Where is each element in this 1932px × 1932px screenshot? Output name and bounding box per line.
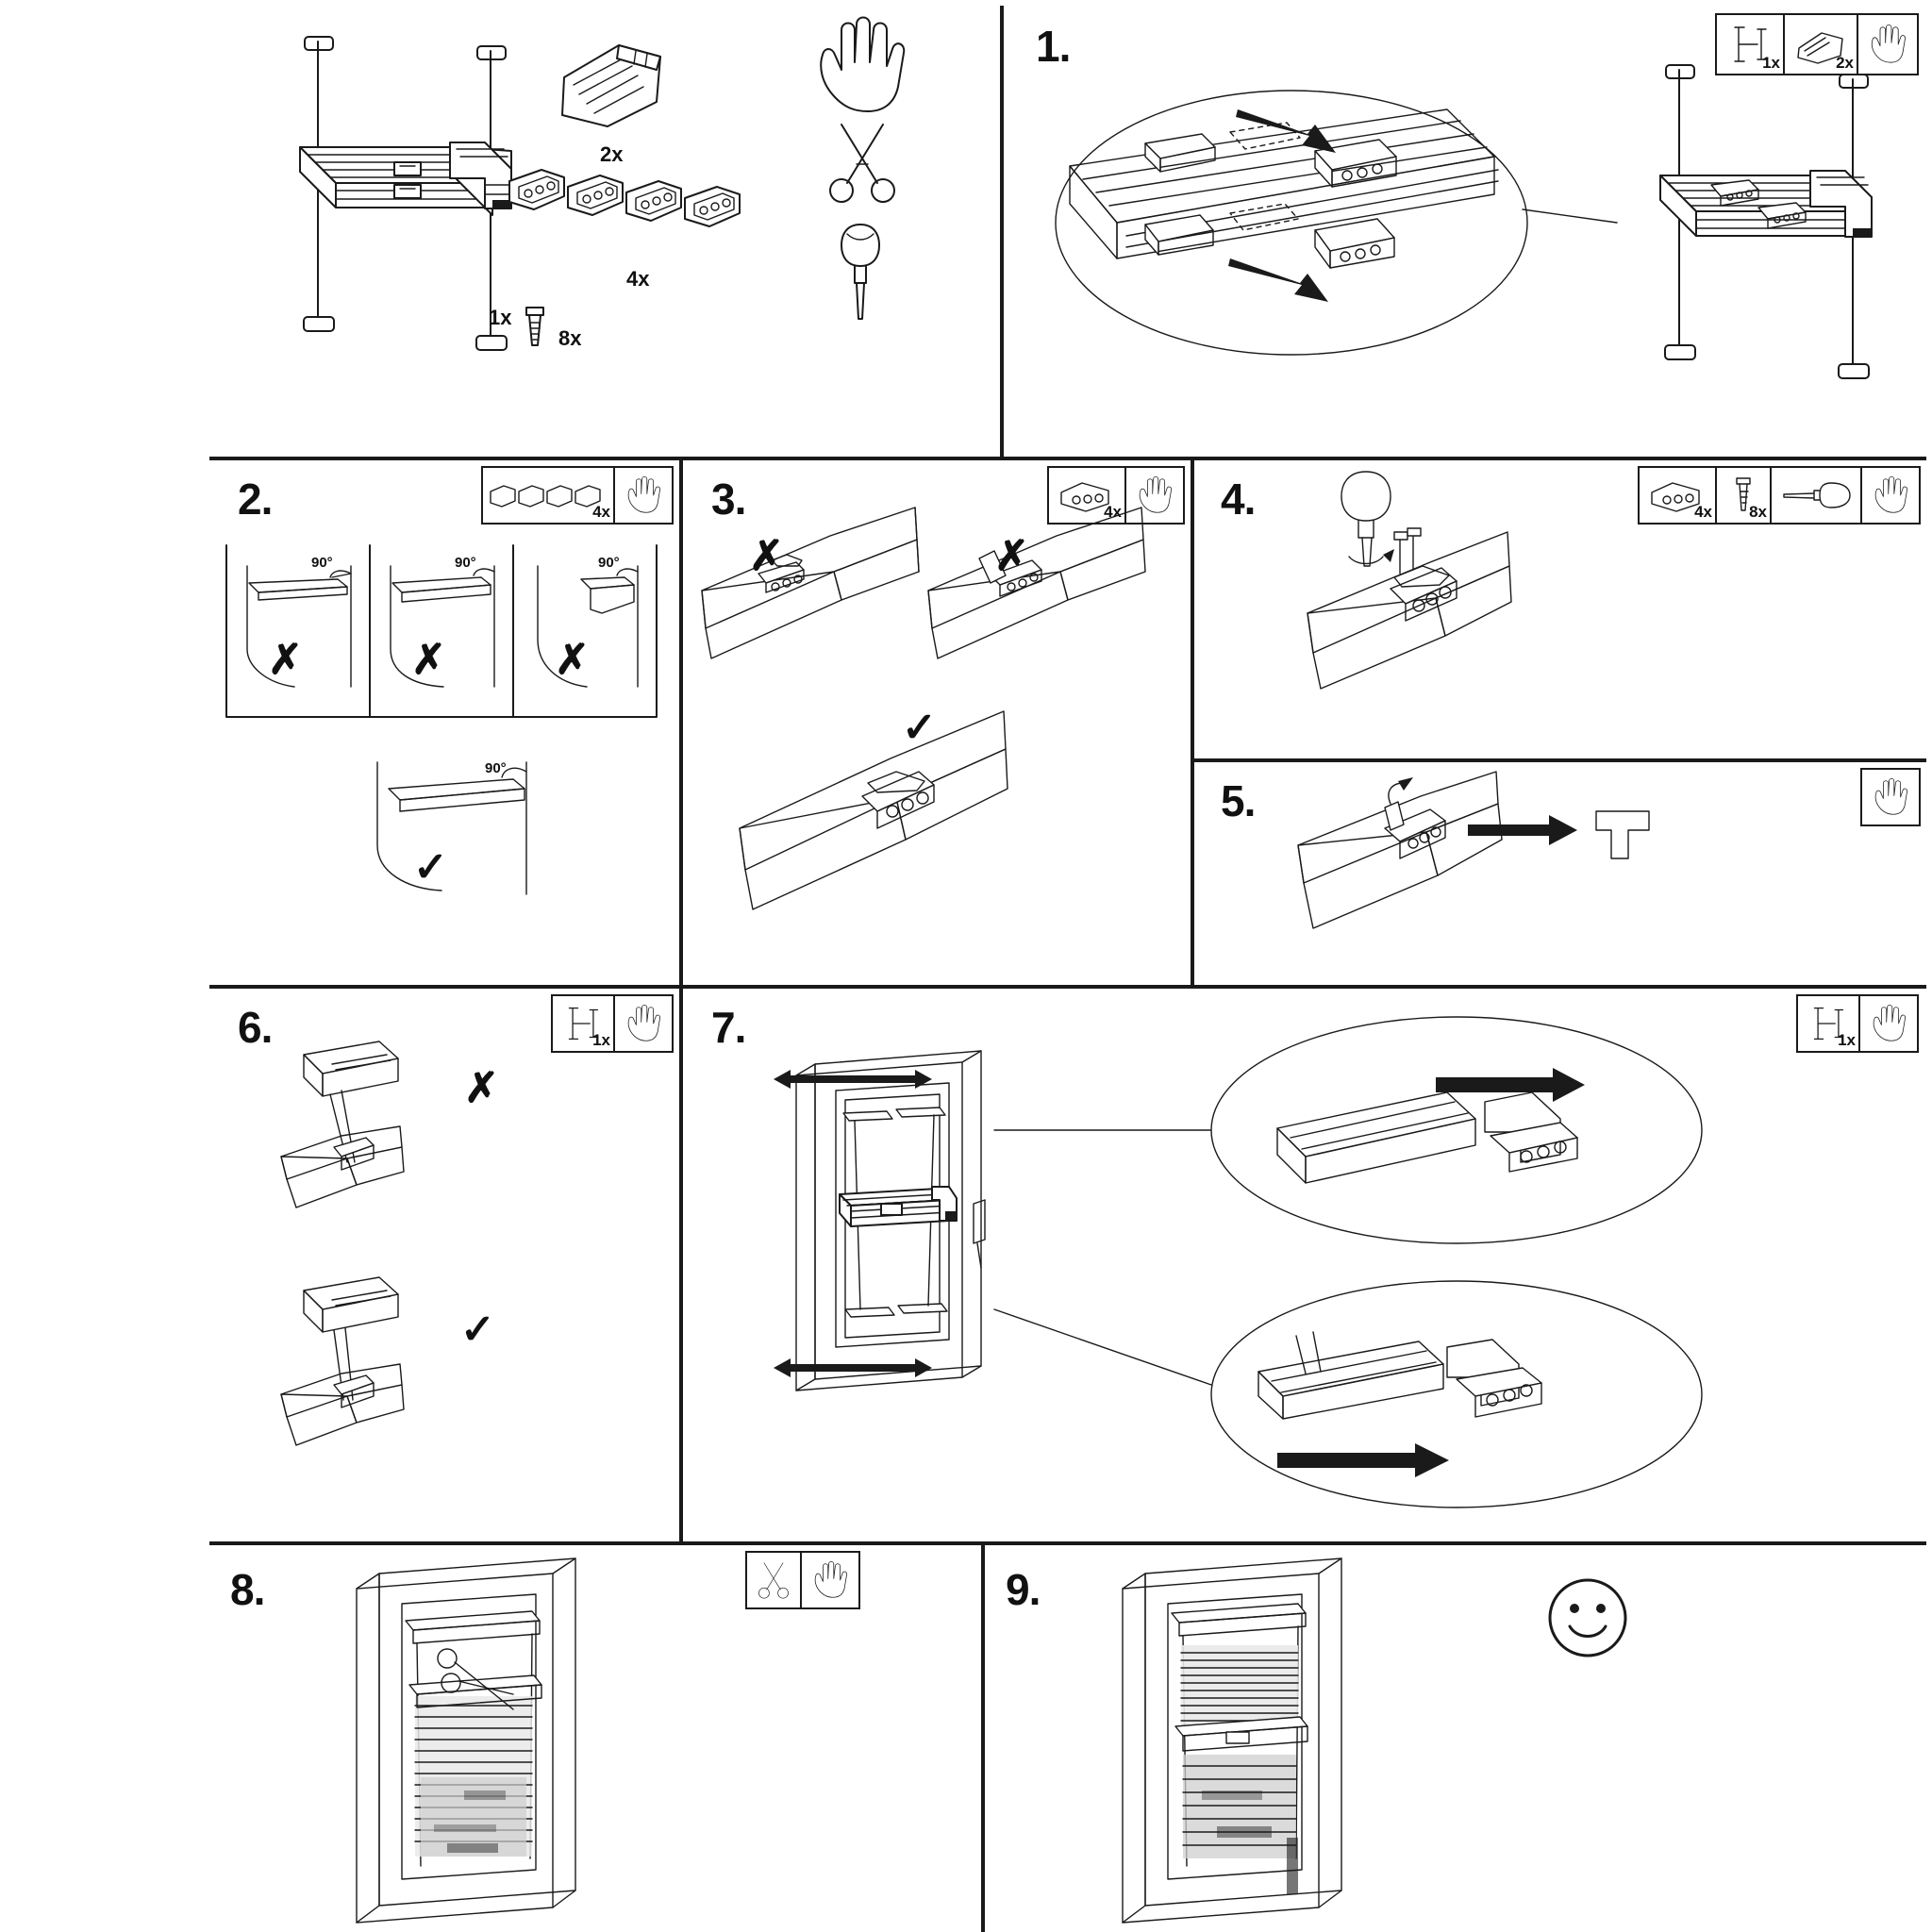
- legend-qty: 1x: [1838, 1031, 1856, 1049]
- check-mark-d: ✓: [413, 844, 448, 891]
- panel-step-4: [1192, 458, 1926, 760]
- panel-step-5: [1192, 760, 1926, 987]
- cross-mark-b: ✗: [411, 637, 446, 683]
- step-3-number: 3.: [711, 475, 746, 524]
- legend-qty: 4x: [1694, 503, 1712, 521]
- step-8-number: 8.: [230, 1565, 265, 1614]
- smiley-box: [1545, 1575, 1630, 1660]
- step-6-drawing: [209, 989, 677, 1541]
- step-1-number: 1.: [1036, 22, 1071, 71]
- legend-qty: 4x: [1104, 503, 1122, 521]
- step-4-number: 4.: [1221, 475, 1256, 524]
- legend-qty: 8x: [1749, 503, 1767, 521]
- panel-step-3: [681, 458, 1192, 987]
- cross-mark-step6: ✗: [464, 1065, 499, 1111]
- qty-main-unit: 1x: [489, 306, 512, 329]
- panel-step-7: [681, 987, 1926, 1543]
- panel-step-1: [1002, 6, 1926, 458]
- check-mark-bottom: ✓: [902, 705, 937, 751]
- legend-qty: 4x: [592, 503, 610, 521]
- step-9-drawing: [985, 1545, 1924, 1930]
- step-7-number: 7.: [711, 1003, 746, 1052]
- smiley-icon: [1545, 1575, 1630, 1660]
- panel-step-2: [209, 458, 681, 987]
- panel-step-9: [983, 1543, 1926, 1932]
- angle-label-c: 90°: [598, 555, 620, 571]
- qty-end-cap: 2x: [600, 142, 624, 166]
- step-9-number: 9.: [1006, 1565, 1041, 1614]
- step-5-number: 5.: [1221, 776, 1256, 825]
- step-2-number: 2.: [238, 475, 273, 524]
- legend-qty: 2x: [1836, 54, 1854, 72]
- panel-step-6: [209, 987, 681, 1543]
- step-2-drawing: [209, 460, 677, 985]
- cross-mark-top-left: ✗: [749, 533, 784, 579]
- parts-overview-drawing: [209, 6, 1000, 455]
- step-4-drawing: [1194, 460, 1924, 758]
- qty-bracket: 4x: [626, 267, 650, 291]
- step-8-drawing: [209, 1545, 979, 1930]
- qty-screw: 8x: [558, 326, 582, 350]
- step-7-drawing: [683, 989, 1924, 1541]
- angle-label-a: 90°: [311, 555, 333, 571]
- cross-mark-c: ✗: [555, 637, 590, 683]
- angle-label-d: 90°: [485, 760, 507, 776]
- step-6-number: 6.: [238, 1003, 273, 1052]
- angle-label-b: 90°: [455, 555, 476, 571]
- panel-parts-overview: [209, 6, 1002, 458]
- panel-step-8: [209, 1543, 983, 1932]
- legend-qty: 1x: [592, 1031, 610, 1049]
- step-5-drawing: [1194, 762, 1924, 985]
- cross-mark-top-right: ✗: [994, 533, 1029, 579]
- legend-qty: 1x: [1762, 54, 1780, 72]
- check-mark-step6: ✓: [460, 1307, 495, 1353]
- cross-mark-a: ✗: [268, 637, 303, 683]
- step-1-drawing: [1004, 6, 1924, 455]
